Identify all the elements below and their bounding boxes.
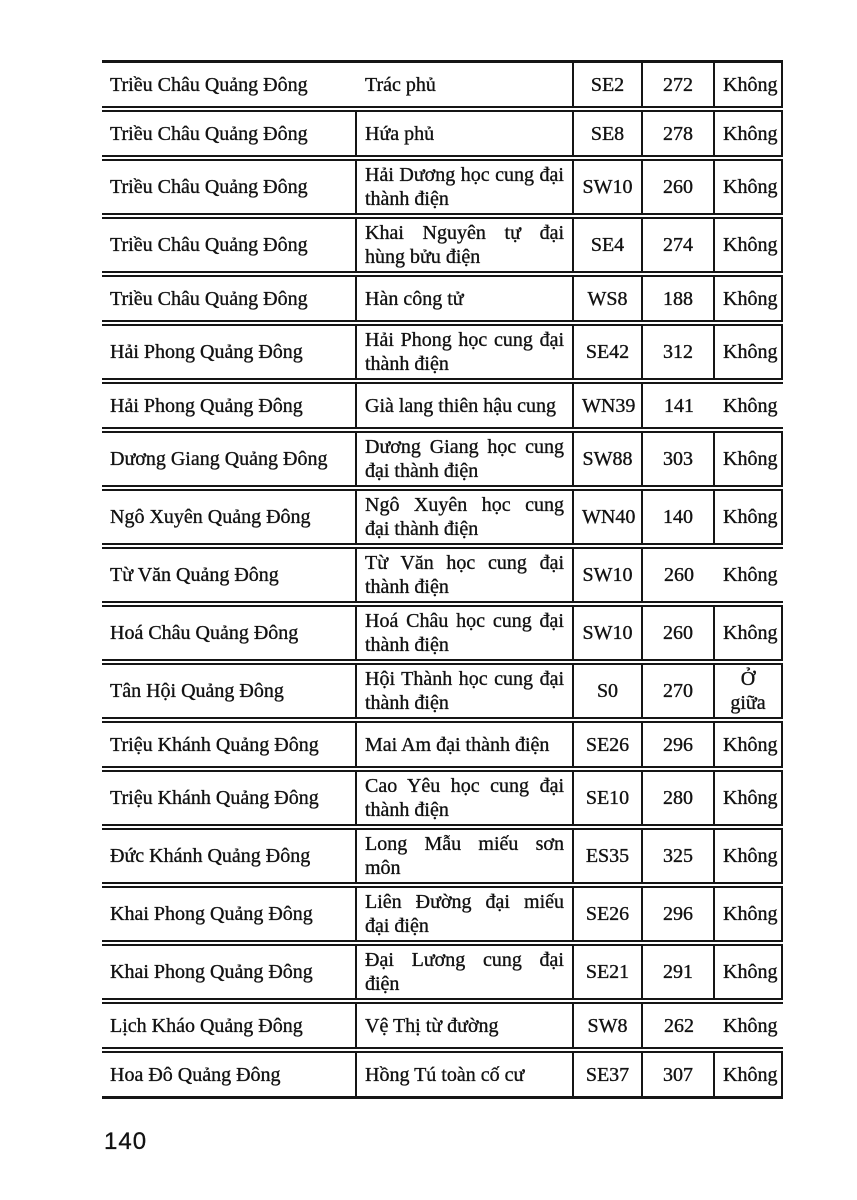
cell-site-name: Hội Thành học cung đại thành điện: [357, 663, 574, 719]
cell-direction-code: SW10: [574, 159, 643, 215]
cell-direction-code: SE26: [574, 886, 643, 942]
table-row: [102, 770, 783, 826]
cell-bearing-degrees: 296: [643, 721, 715, 768]
cell-location: Khai Phong Quảng Đông: [102, 886, 357, 942]
cell-location: Lịch Kháo Quảng Đông: [102, 1002, 357, 1049]
cell-note: Không: [715, 721, 783, 768]
cell-bearing-degrees: 325: [643, 828, 715, 884]
cell-bearing-degrees: 188: [643, 275, 715, 322]
cell-site-name: Liên Đường đại miếu đại điện: [357, 886, 574, 942]
cell-note: Không: [715, 110, 783, 157]
cell-direction-code: WN40: [574, 489, 643, 545]
cell-note: Không: [715, 431, 783, 487]
cell-note: Không: [715, 1002, 783, 1049]
cell-site-name: Trác phủ: [357, 60, 574, 108]
cell-location: Khai Phong Quảng Đông: [102, 944, 357, 1000]
cell-bearing-degrees: 260: [643, 605, 715, 661]
table-row: [102, 886, 783, 942]
table-row: [102, 944, 783, 1000]
cell-note: Không: [715, 605, 783, 661]
cell-note: Không: [715, 489, 783, 545]
cell-bearing-degrees: 280: [643, 770, 715, 826]
cell-site-name: Hải Dương học cung đại thành điện: [357, 159, 574, 215]
cell-location: Hoa Đô Quảng Đông: [102, 1051, 357, 1099]
table-row: [102, 828, 783, 884]
cell-note: Không: [715, 382, 783, 429]
cell-site-name: Hứa phủ: [357, 110, 574, 157]
cell-direction-code: SW10: [574, 547, 643, 603]
orientation-records-table: [102, 58, 783, 1101]
cell-note: Ở giữa: [715, 663, 783, 719]
cell-site-name: Hoá Châu học cung đại thành điện: [357, 605, 574, 661]
cell-site-name: Khai Nguyên tự đại hùng bửu điện: [357, 217, 574, 273]
cell-location: Đức Khánh Quảng Đông: [102, 828, 357, 884]
cell-note: Không: [715, 217, 783, 273]
cell-direction-code: S0: [574, 663, 643, 719]
cell-location: Triệu Khánh Quảng Đông: [102, 721, 357, 768]
cell-note: Không: [715, 275, 783, 322]
cell-location: Triệu Khánh Quảng Đông: [102, 770, 357, 826]
cell-note: Không: [715, 60, 783, 108]
table-row: [102, 1002, 783, 1049]
cell-site-name: Vệ Thị từ đường: [357, 1002, 574, 1049]
table-body: [102, 60, 783, 1099]
table-row: [102, 110, 783, 157]
cell-location: Tân Hội Quảng Đông: [102, 663, 357, 719]
cell-note: Không: [715, 944, 783, 1000]
table-row: [102, 547, 783, 603]
cell-location: Hải Phong Quảng Đông: [102, 324, 357, 380]
cell-direction-code: SW10: [574, 605, 643, 661]
cell-direction-code: SE21: [574, 944, 643, 1000]
cell-direction-code: SE37: [574, 1051, 643, 1099]
cell-direction-code: SE4: [574, 217, 643, 273]
cell-site-name: Cao Yêu học cung đại thành điện: [357, 770, 574, 826]
cell-location: Triều Châu Quảng Đông: [102, 159, 357, 215]
table-row: [102, 275, 783, 322]
page-number: 140: [104, 1128, 148, 1155]
cell-site-name: Già lang thiên hậu cung: [357, 382, 574, 429]
cell-location: Hoá Châu Quảng Đông: [102, 605, 357, 661]
cell-site-name: Dương Giang học cung đại thành điện: [357, 431, 574, 487]
cell-location: Từ Văn Quảng Đông: [102, 547, 357, 603]
cell-bearing-degrees: 260: [643, 547, 715, 603]
cell-location: Ngô Xuyên Quảng Đông: [102, 489, 357, 545]
table-row: [102, 663, 783, 719]
cell-direction-code: SE26: [574, 721, 643, 768]
cell-site-name: Long Mẫu miếu sơn môn: [357, 828, 574, 884]
cell-bearing-degrees: 270: [643, 663, 715, 719]
cell-location: Triều Châu Quảng Đông: [102, 60, 357, 108]
cell-site-name: Ngô Xuyên học cung đại thành điện: [357, 489, 574, 545]
cell-site-name: Từ Văn học cung đại thành điện: [357, 547, 574, 603]
cell-note: Không: [715, 770, 783, 826]
cell-direction-code: WS8: [574, 275, 643, 322]
table-row: [102, 605, 783, 661]
cell-bearing-degrees: 312: [643, 324, 715, 380]
cell-direction-code: WN39: [574, 382, 643, 429]
cell-direction-code: SE2: [574, 60, 643, 108]
cell-location: Dương Giang Quảng Đông: [102, 431, 357, 487]
cell-location: Hải Phong Quảng Đông: [102, 382, 357, 429]
cell-location: Triều Châu Quảng Đông: [102, 110, 357, 157]
cell-site-name: Mai Am đại thành điện: [357, 721, 574, 768]
cell-bearing-degrees: 278: [643, 110, 715, 157]
cell-bearing-degrees: 262: [643, 1002, 715, 1049]
cell-note: Không: [715, 886, 783, 942]
table-row: [102, 217, 783, 273]
cell-direction-code: SE8: [574, 110, 643, 157]
table-row: [102, 489, 783, 545]
cell-site-name: Đại Lương cung đại điện: [357, 944, 574, 1000]
cell-bearing-degrees: 291: [643, 944, 715, 1000]
cell-bearing-degrees: 303: [643, 431, 715, 487]
table-row: [102, 382, 783, 429]
cell-site-name: Hàn công tử: [357, 275, 574, 322]
cell-direction-code: SE42: [574, 324, 643, 380]
table-row: [102, 159, 783, 215]
table-row: [102, 1051, 783, 1099]
cell-bearing-degrees: 140: [643, 489, 715, 545]
table-row: [102, 721, 783, 768]
cell-note: Không: [715, 828, 783, 884]
cell-location: Triều Châu Quảng Đông: [102, 275, 357, 322]
cell-site-name: Hải Phong học cung đại thành điện: [357, 324, 574, 380]
table-row: [102, 431, 783, 487]
cell-bearing-degrees: 141: [643, 382, 715, 429]
table-row: [102, 324, 783, 380]
cell-bearing-degrees: 260: [643, 159, 715, 215]
cell-note: Không: [715, 324, 783, 380]
cell-bearing-degrees: 296: [643, 886, 715, 942]
cell-direction-code: ES35: [574, 828, 643, 884]
cell-bearing-degrees: 272: [643, 60, 715, 108]
cell-note: Không: [715, 547, 783, 603]
cell-location: Triều Châu Quảng Đông: [102, 217, 357, 273]
cell-note: Không: [715, 159, 783, 215]
cell-direction-code: SW8: [574, 1002, 643, 1049]
cell-site-name: Hồng Tú toàn cố cư: [357, 1051, 574, 1099]
cell-bearing-degrees: 307: [643, 1051, 715, 1099]
cell-bearing-degrees: 274: [643, 217, 715, 273]
cell-note: Không: [715, 1051, 783, 1099]
cell-direction-code: SE10: [574, 770, 643, 826]
cell-direction-code: SW88: [574, 431, 643, 487]
table-row: [102, 60, 783, 108]
